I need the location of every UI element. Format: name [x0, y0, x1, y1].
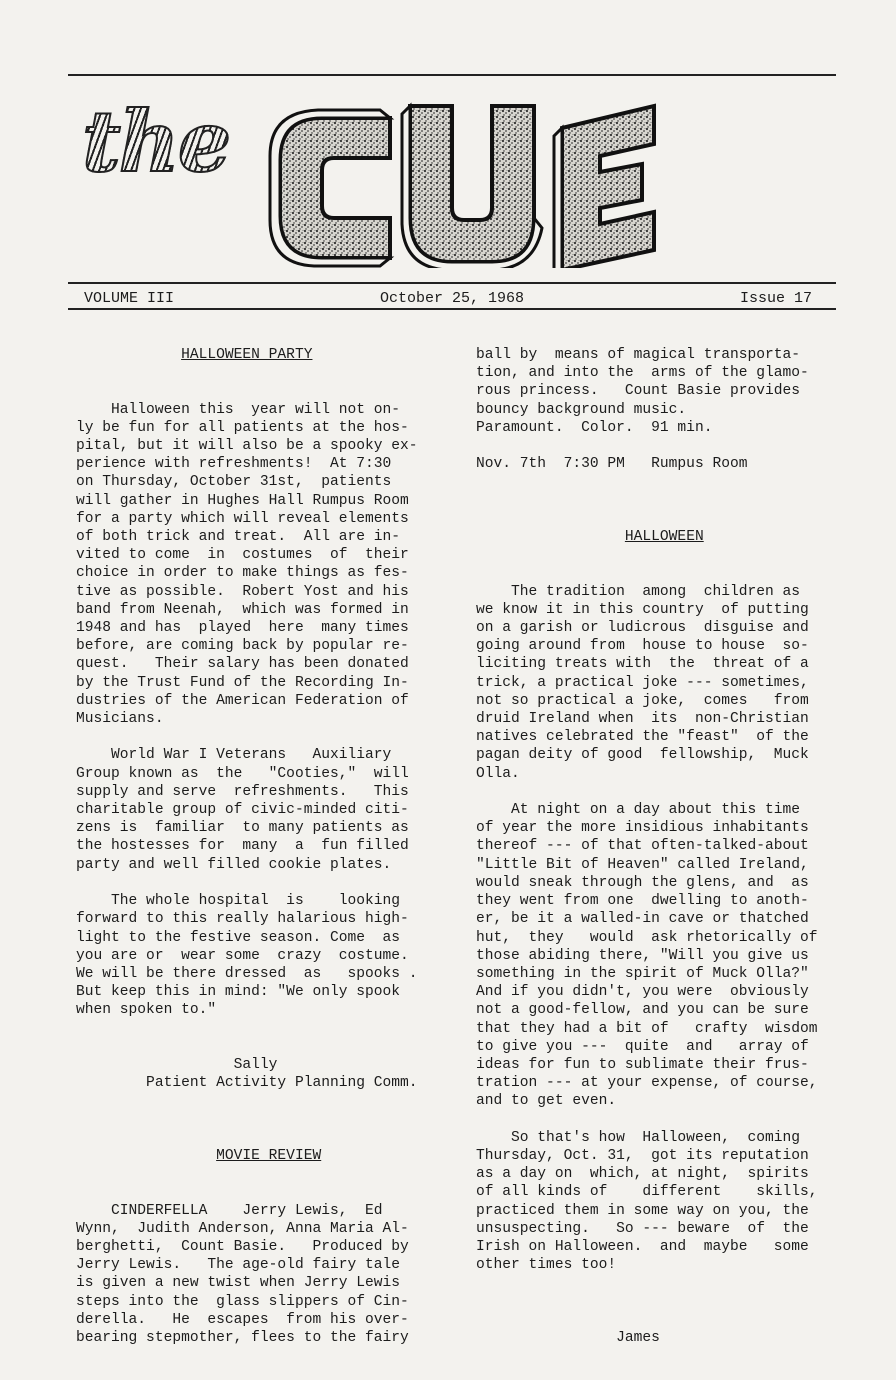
text-line: Jerry Lewis. The age-old fairy tale: [76, 1257, 401, 1274]
blank-line: [76, 1092, 428, 1110]
text-line: perience with refreshments! At 7:30: [76, 456, 392, 473]
text-line: before, are coming back by popular re-: [76, 638, 409, 655]
text-line: "Little Bit of Heaven" called Ireland,: [476, 856, 809, 873]
text-line: will gather in Hughes Hall Rumpus Room: [76, 492, 409, 509]
blank-line: [476, 1274, 832, 1292]
text-line: berghetti, Count Basie. Produced by: [76, 1238, 409, 1255]
blank-line: [76, 1165, 428, 1183]
text-line: trick, a practical joke --- sometimes,: [476, 674, 809, 691]
text-line: light to the festive season. Come as: [76, 929, 401, 946]
text-line: At night on a day about this time: [476, 802, 801, 819]
blank-line: [76, 382, 428, 400]
text-line: And if you didn't, you were obviously: [476, 984, 809, 1001]
text-line: James: [476, 1329, 660, 1346]
text-line: natives celebrated the "feast" of the: [476, 729, 809, 746]
issue-date: October 25, 1968: [380, 290, 525, 307]
blank-line: [476, 1293, 832, 1311]
text-line: choice in order to make things as fes-: [76, 565, 409, 582]
text-line: druid Ireland when its non-Christian: [476, 711, 809, 728]
text-line: you are or wear some crazy costume.: [76, 947, 409, 964]
text-line: charitable group of civic-minded citi-: [76, 802, 409, 819]
text-line: CINDERFELLA Jerry Lewis, Ed: [76, 1202, 383, 1219]
text-line: steps into the glass slippers of Cin-: [76, 1293, 409, 1310]
blank-line: [476, 473, 832, 491]
text-line: er, be it a walled-in cave or thatched: [476, 911, 809, 928]
text-line: ball by means of magical transporta-: [476, 347, 801, 363]
text-line: Paramount. Color. 91 min.: [476, 419, 713, 436]
text-line: Wynn, Judith Anderson, Anna Maria Al-: [76, 1220, 409, 1237]
text-line: Sally: [76, 1056, 278, 1073]
blank-line: [476, 783, 832, 801]
issue-number: Issue 17: [740, 290, 813, 307]
blank-line: [76, 1183, 428, 1201]
text-line: Patient Activity Planning Comm.: [76, 1075, 418, 1092]
text-line: other times too!: [476, 1257, 617, 1274]
text-line: supply and serve refreshments. This: [76, 783, 409, 800]
blank-line: [476, 1111, 832, 1129]
masthead-logo: [262, 98, 662, 268]
text-line: by the Trust Fund of the Recording In-: [76, 674, 409, 691]
section-heading: [476, 528, 832, 546]
text-line: derella. He escapes from his over-: [76, 1311, 409, 1328]
blank-line: [76, 874, 428, 892]
blank-line: [476, 510, 832, 528]
text-line: Thursday, Oct. 31, got its reputation: [476, 1147, 809, 1164]
text-line: the hostesses for many a fun filled: [76, 838, 409, 855]
text-line: dustries of the American Federation of: [76, 692, 409, 709]
section-heading-text: HALLOWEEN: [624, 529, 704, 546]
blank-line: [476, 564, 832, 582]
text-line: tration --- at your expense, of course,: [476, 1075, 818, 1092]
text-line: So that's how Halloween, coming: [476, 1129, 801, 1146]
text-line: as a day on which, at night, spirits: [476, 1166, 809, 1183]
text-line: ly be fun for all patients at the hos-: [76, 419, 409, 436]
text-line: Group known as the "Cooties," will: [76, 765, 409, 782]
text-line: Nov. 7th 7:30 PM Rumpus Room: [476, 456, 748, 473]
text-line: that they had a bit of crafty wisdom: [476, 1020, 818, 1037]
right-column: [476, 346, 832, 1347]
text-line: pagan deity of good fellowship, Muck: [476, 747, 809, 764]
text-line: unsuspecting. So --- beware of the: [476, 1220, 809, 1237]
blank-line: [76, 728, 428, 746]
text-line: something in the spirit of Muck Olla?": [476, 965, 809, 982]
volume-label: VOLUME III: [84, 290, 175, 307]
text-line: on a garish or ludicrous disguise and: [476, 620, 809, 637]
blank-line: [476, 1311, 832, 1329]
text-line: band from Neenah, which was formed in: [76, 601, 409, 618]
text-line: Irish on Halloween. and maybe some: [476, 1238, 809, 1255]
text-line: quest. Their salary has been donated: [76, 656, 409, 673]
text-line: when spoken to.": [76, 1002, 217, 1019]
text-line: rous princess. Count Basie provides: [476, 383, 801, 400]
text-line: We will be there dressed as spooks .: [76, 965, 418, 982]
text-line: of all kinds of different skills,: [476, 1184, 818, 1201]
blank-line: [76, 364, 428, 382]
section-heading-text: MOVIE REVIEW: [216, 1147, 322, 1164]
section-heading: [76, 1147, 428, 1165]
logo-letter-e: [554, 106, 654, 268]
text-line: is given a new twist when Jerry Lewis: [76, 1275, 401, 1292]
text-line: of both trick and treat. All are in-: [76, 529, 401, 546]
top-rule: [68, 74, 836, 76]
text-line: of year the more insidious inhabitants: [476, 820, 809, 837]
text-line: not a good-fellow, and you can be sure: [476, 1002, 809, 1019]
blank-line: [76, 1111, 428, 1129]
text-line: liciting treats with the threat of a: [476, 656, 809, 673]
text-line: bouncy background music.: [476, 401, 687, 418]
blank-line: [76, 1038, 428, 1056]
text-line: zens is familiar to many patients as: [76, 820, 409, 837]
text-line: Olla.: [476, 765, 520, 782]
text-line: pital, but it will also be a spooky ex-: [76, 438, 418, 455]
text-line: to give you --- quite and array of: [476, 1038, 809, 1055]
text-line: forward to this really halarious high-: [76, 911, 409, 928]
left-column: [76, 346, 428, 1347]
section-heading: [76, 346, 428, 364]
masthead-the: the: [82, 92, 230, 191]
text-line: hut, they would ask rhetorically of: [476, 929, 818, 946]
text-line: for a party which will reveal elements: [76, 510, 409, 527]
text-line: going around from house to house so-: [476, 638, 809, 655]
text-line: party and well filled cookie plates.: [76, 856, 392, 873]
text-line: The tradition among children as: [476, 583, 801, 600]
text-line: 1948 and has played here many times: [76, 620, 409, 637]
blank-line: [476, 492, 832, 510]
text-line: those abiding there, "Will you give us: [476, 947, 809, 964]
blank-line: [76, 1129, 428, 1147]
blank-line: [76, 1020, 428, 1038]
text-line: they went from one dwelling to anoth-: [476, 893, 809, 910]
text-line: The whole hospital is looking: [76, 893, 401, 910]
text-line: bearing stepmother, flees to the fairy: [76, 1329, 409, 1346]
text-line: we know it in this country of putting: [476, 601, 809, 618]
text-line: ideas for fun to sublimate their frus-: [476, 1056, 809, 1073]
blank-line: [476, 437, 832, 455]
text-line: thereof --- of that often-talked-about: [476, 838, 809, 855]
section-heading-text: HALLOWEEN PARTY: [181, 347, 313, 363]
text-line: vited to come in costumes of their: [76, 547, 409, 564]
masthead-rule-lower: [68, 308, 836, 310]
text-line: not so practical a joke, comes from: [476, 692, 809, 709]
text-line: But keep this in mind: "We only spook: [76, 984, 401, 1001]
text-line: Musicians.: [76, 711, 164, 728]
text-line: Halloween this year will not on-: [76, 401, 401, 418]
text-line: would sneak through the glens, and as: [476, 874, 809, 891]
logo-letter-u: [402, 106, 542, 268]
logo-letter-c: [270, 110, 390, 266]
text-line: tion, and into the arms of the glamo-: [476, 365, 809, 382]
text-line: practiced them in some way on you, the: [476, 1202, 809, 1219]
text-line: tive as possible. Robert Yost and his: [76, 583, 409, 600]
text-line: on Thursday, October 31st, patients: [76, 474, 392, 491]
masthead-rule-upper: [68, 282, 836, 284]
text-line: World War I Veterans Auxiliary: [76, 747, 392, 764]
text-line: and to get even.: [476, 1093, 617, 1110]
blank-line: [476, 546, 832, 564]
